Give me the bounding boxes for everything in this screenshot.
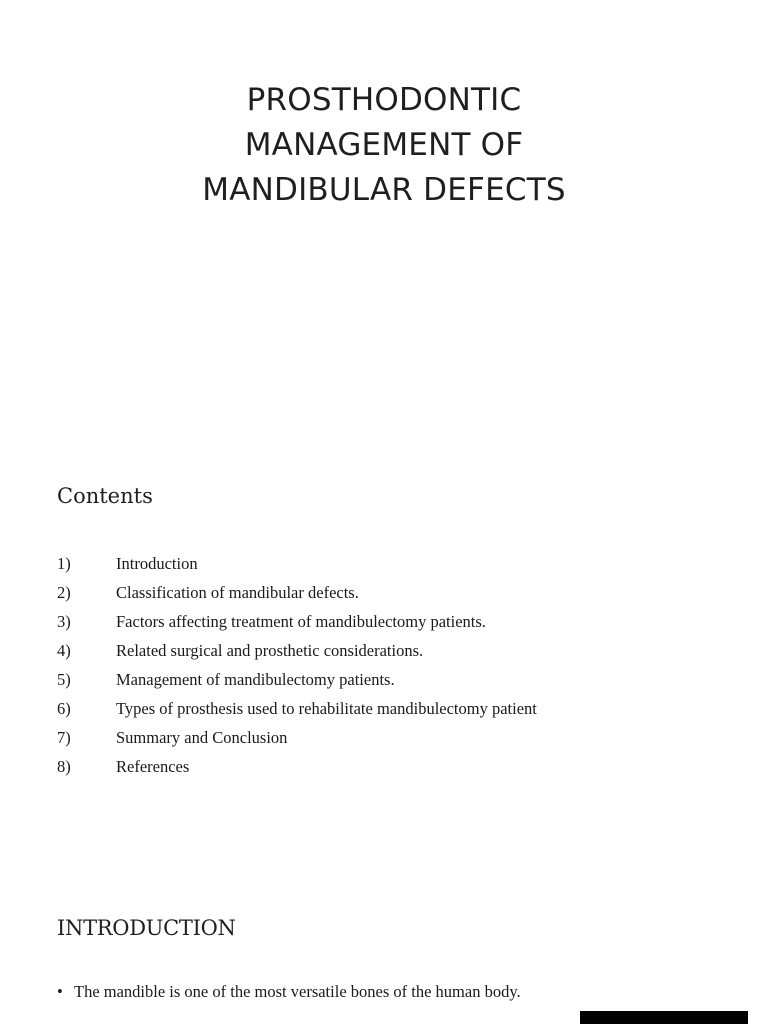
toc-item-number: 1)	[57, 553, 71, 573]
toc-item	[57, 636, 737, 665]
introduction-bullet	[57, 981, 557, 1003]
toc-item-text: Types of prosthesis used to rehabilitate mandibulectomy patient	[116, 698, 537, 718]
toc-item-number: 4)	[57, 640, 71, 660]
toc-item	[57, 578, 737, 607]
bullet-icon: •	[57, 982, 63, 1001]
toc-item	[57, 549, 737, 578]
contents-heading: Contents	[57, 484, 153, 508]
toc-item-text: Summary and Conclusion	[116, 727, 288, 747]
introduction-bullet-text: The mandible is one of the most versatile bones of the human body.	[74, 982, 521, 1001]
toc-item	[57, 607, 737, 636]
toc-item	[57, 694, 737, 723]
toc-item-text: Introduction	[116, 553, 198, 573]
toc-item-text: Factors affecting treatment of mandibulectomy patients.	[116, 611, 486, 631]
toc-item-number: 2)	[57, 582, 71, 602]
title-line-1: PROSTHODONTIC	[246, 82, 522, 118]
toc-item	[57, 752, 737, 781]
toc-item-text: References	[116, 756, 190, 776]
toc-item-text: Classification of mandibular defects.	[116, 582, 359, 602]
title-line-2: MANAGEMENT OF	[244, 127, 524, 163]
toc-item	[57, 723, 737, 752]
black-bar-decoration	[580, 1011, 748, 1024]
table-of-contents	[57, 549, 737, 781]
toc-item-number: 5)	[57, 669, 71, 689]
toc-item-number: 6)	[57, 698, 71, 718]
document-title	[0, 78, 768, 213]
toc-item-number: 7)	[57, 727, 71, 747]
title-line-3: MANDIBULAR DEFECTS	[202, 172, 566, 208]
toc-item	[57, 665, 737, 694]
introduction-heading: INTRODUCTION	[57, 916, 236, 940]
toc-item-number: 8)	[57, 756, 71, 776]
toc-item-text: Related surgical and prosthetic considerations.	[116, 640, 424, 660]
toc-item-number: 3)	[57, 611, 71, 631]
toc-item-text: Management of mandibulectomy patients.	[116, 669, 395, 689]
